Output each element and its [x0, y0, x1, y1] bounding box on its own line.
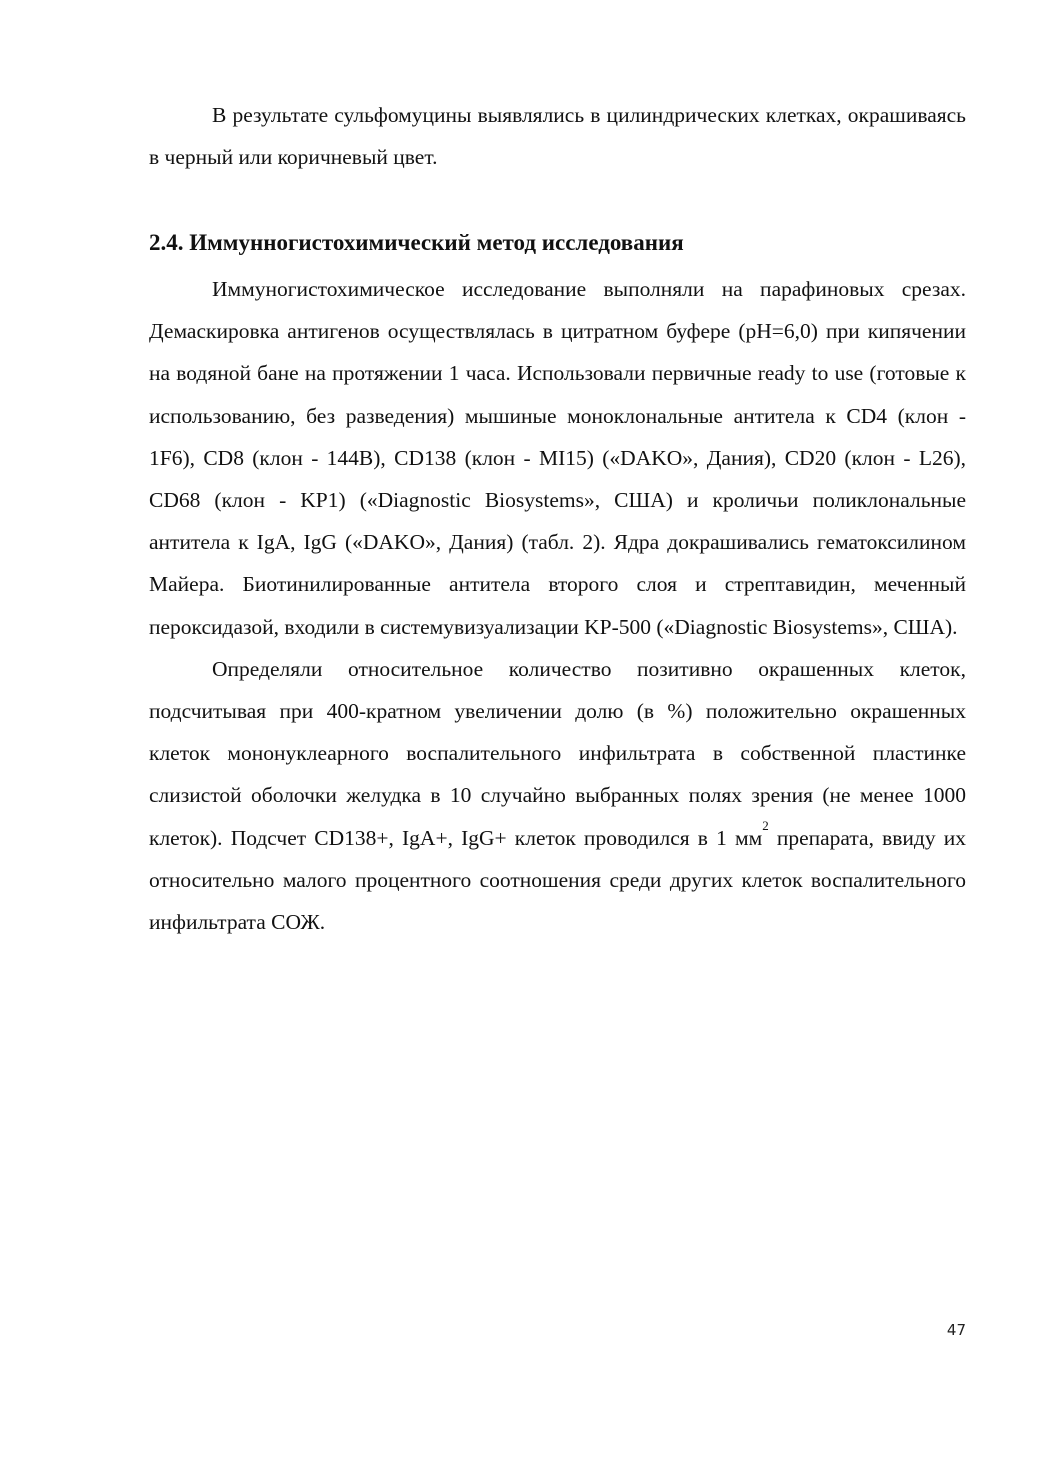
section-text-block [149, 268, 966, 943]
square-superscript: 2 [762, 817, 769, 833]
cell-count-text-start: Определяли относительное количество позитивно окрашенных клеток, подсчитывая при 400-кратном увеличении долю (в %) положительно окрашенных клеток мононуклеарного воспалительного инфильтрата в собственной пластинке слизистой оболочки желудка в 10 случайно выбранных полях зрения (не менее 1000 клеток). Подсчет CD138+, IgA+, IgG+ клеток проводился в 1 мм [149, 656, 966, 850]
intro-paragraph: В результате сульфомуцины выявлялись в цилиндрических клетках, окрашиваясь в черный или коричневый цвет. [149, 103, 966, 170]
intro-text-block [149, 94, 966, 178]
cell-count-paragraph [149, 648, 966, 943]
ihc-method-paragraph: Иммуногистохимическое исследование выполняли на парафиновых срезах. Демаскировка антигенов осуществлялась в цитратном буфере (pH=6,0) при кипячении на водяной бане на протяжении 1 часа. Использовали первичные ready to use (готовые к использованию, без разведения) мышиные моноклональные антитела к CD4 (клон - 1F6), CD8 (клон - 144B), CD138 (клон - MI15) («DAKO», Дания), CD20 (клон - L26), CD68 (клон - KP1) («Diagnostic Biosystems», США) и кроличьи поликлональные антитела к IgA, IgG («DAKO», Дания) (табл. 2). Ядра докрашивались гематоксилином Майера. Биотинилированные антитела второго слоя и стрептавидин, меченный пероксидазой, входили в системувизуализации KP-500 («Diagnostic Biosystems», США). [149, 277, 966, 639]
cell-count-text-end: препарата, ввиду их относительно малого процентного соотношения среди других клеток воспалительного инфильтрата СОЖ. [149, 825, 966, 935]
section-heading: 2.4. Иммунногистохимический метод исследования [149, 230, 684, 255]
page-number: 47 [946, 1321, 966, 1339]
